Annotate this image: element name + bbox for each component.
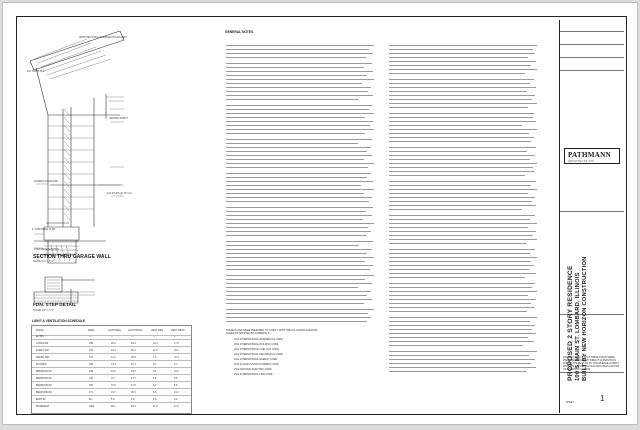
table-row — [32, 347, 191, 354]
section-callout-plate: 2x6 TOP PLATE — [27, 70, 45, 73]
sheet-label: SHEET — [566, 401, 574, 404]
code-item: 2012 INTERNATIONAL BUILDING CODE — [234, 343, 279, 346]
firm-name: PATHMANN — [568, 151, 611, 159]
table-cell: BEDROOM #3 — [36, 384, 52, 387]
light-vent-schedule-title: LIGHT & VENTILATION SCHEDULE — [32, 319, 86, 323]
table-cell: 2.5 — [153, 398, 157, 401]
table-cell: BEDROOM #4 — [36, 391, 52, 394]
table-row — [32, 333, 191, 340]
table-cell: 156 — [89, 384, 93, 387]
table-cell: 1064 — [89, 405, 95, 408]
table-cell: 47.3 — [174, 405, 179, 408]
table-cell: 8.7 — [174, 363, 178, 366]
section-callout-wall: 2x4 STUDS @ 16" O.C. — [107, 192, 133, 195]
table-cell: 176 — [89, 356, 93, 359]
table-cell: — — [153, 335, 156, 338]
table-cell: 20.5 — [131, 391, 136, 394]
project-title-vertical — [567, 256, 588, 381]
table-cell: 14.1 — [111, 356, 116, 359]
table-cell: 13.7 — [111, 391, 116, 394]
table-header-cell: VENT PROV — [171, 329, 185, 332]
table-cell: 146 — [89, 377, 93, 380]
table-cell: 5.8 — [153, 377, 157, 380]
table-cell: 94.5 — [131, 405, 136, 408]
title-block-revision-cell — [560, 32, 624, 45]
code-item: 2012 INTERNATIONAL RESIDENTIAL CODE — [234, 338, 283, 341]
table-header-cell: ROOM — [36, 329, 44, 332]
table-cell: 17.4 — [131, 363, 136, 366]
code-item: 2012 INTERNATIONAL MECHANICAL CODE — [234, 353, 283, 356]
firm-logo — [564, 148, 620, 164]
table-row — [32, 396, 191, 403]
title-block-top-cell — [560, 20, 624, 32]
sheet-number: 1 — [600, 394, 605, 403]
table-cell: 3.0 — [174, 398, 178, 401]
table-cell: 12.5 — [111, 384, 116, 387]
table-cell: 6.2 — [153, 384, 157, 387]
section-callout-roof: ARCHITECTURAL SHINGLES ON #15 FELT — [79, 36, 127, 39]
table-cell: 17.5 — [131, 384, 136, 387]
title-block-revision-cell — [560, 58, 624, 71]
table-cell: 238 — [89, 370, 93, 373]
table-cell: 17.5 — [174, 342, 179, 345]
table-row — [32, 382, 191, 389]
table-cell: BATH #1 — [36, 398, 46, 401]
table-cell: 10.3 — [174, 391, 179, 394]
title-block-info-cell — [560, 174, 624, 212]
table-row — [32, 354, 191, 361]
table-cell: 11.7 — [111, 377, 116, 380]
table-cell: 85.1 — [111, 405, 116, 408]
table-cell: — — [111, 335, 114, 338]
code-title: THESE PLANS WERE PREPARED TO COMPLY WITH THE FOLLOWING BUILDING CODES AS ADOPTED BY LOMBARD, IL: — [226, 329, 318, 336]
table-cell: 15.2 — [174, 349, 179, 352]
table-cell: 7.0 — [153, 356, 157, 359]
table-cell: 12.0 — [174, 370, 179, 373]
table-cell: 9.5 — [153, 370, 157, 373]
table-cell: BASEMENT — [36, 405, 50, 408]
table-cell: 22.3 — [111, 349, 116, 352]
table-cell: 17.5 — [131, 377, 136, 380]
table-row — [32, 368, 191, 375]
firm-subtitle: ARCHITECTS INC. — [568, 159, 595, 163]
footing-title: FDN. STEP DETAIL — [33, 303, 77, 308]
table-row — [32, 389, 191, 396]
table-row — [32, 375, 191, 382]
table-cell: 168 — [89, 363, 93, 366]
section-title: SECTION THRU GARAGE WALL — [33, 254, 111, 260]
light-vent-schedule-table — [31, 325, 192, 414]
table-cell: ENTRY — [36, 335, 45, 338]
table-header-cell: LIGHT REQ — [108, 329, 121, 332]
table-cell: 6.8 — [153, 391, 157, 394]
table-cell: 10.3 — [153, 342, 158, 345]
table-cell: 42.6 — [153, 405, 158, 408]
table-row — [32, 403, 191, 410]
code-item: 2011 NATIONAL ELECTRIC CODE — [234, 368, 272, 371]
drawing-sheet — [2, 2, 638, 425]
table-cell: 20.5 — [131, 356, 136, 359]
table-cell: BEDROOM #2 — [36, 377, 52, 380]
table-cell: 258 — [89, 342, 93, 345]
general-notes-column-2 — [389, 45, 539, 385]
table-cell: 24.0 — [131, 370, 136, 373]
code-item: 2012 INTERNATIONAL FUEL GAS CODE — [234, 348, 279, 351]
table-cell: — — [174, 335, 177, 338]
code-item: 2012 INTERNATIONAL FIRE CODE — [234, 373, 273, 376]
title-block-revision-cell — [560, 45, 624, 58]
certification-note: I/WE DO CERTIFY THAT THESE PLANS WERE PREPARED UNDER MY DIRECT SUPERVISION AND TO THE BEST OF MY KNOWLEDGE COMPLY WITH THE APPLICABLE BUILDING REGULATIONS OF LOMBARD, ILLINOIS. — [563, 356, 620, 372]
builder-name: BUILT BY NEW HORIZON CONSTRUCTION — [582, 256, 588, 381]
section-callout-soffit: VENTED SOFFIT — [109, 117, 128, 120]
section-scale: SCALE: 1/2" = 1'-0" — [33, 260, 54, 263]
table-cell: 34.9 — [131, 342, 136, 345]
table-cell: 19.0 — [111, 370, 116, 373]
table-header-cell: AREA — [88, 329, 95, 332]
table-cell: 8.8 — [174, 384, 178, 387]
table-cell: 5.0 — [111, 398, 115, 401]
table-cell: 279 — [89, 349, 93, 352]
table-cell: LIVING RM — [36, 342, 49, 345]
table-cell: KITCHEN — [36, 363, 47, 366]
table-cell: 6.0 — [131, 398, 135, 401]
section-callout-footing: CONCRETE FOOTING — [34, 248, 59, 251]
section-callout-floor: LOWER FLOOR LINE — [34, 180, 58, 183]
table-cell: FAMILY RM — [36, 349, 49, 352]
table-cell: 13.4 — [111, 363, 116, 366]
table-cell: DINING RM — [36, 356, 49, 359]
project-address: 100 S. MAIN ST. LOMBARD, ILLINOIS — [575, 272, 581, 381]
general-notes-title: GENERAL NOTES — [225, 30, 254, 34]
table-cell: — — [131, 335, 134, 338]
table-cell: 6.7 — [153, 363, 157, 366]
section-callout-slab: 4" CONCRETE SLAB — [32, 228, 56, 231]
table-cell: 62 — [89, 398, 92, 401]
table-header-cell: LIGHT PROV — [128, 329, 143, 332]
table-row — [32, 340, 191, 347]
table-cell: BEDROOM #1 — [36, 370, 52, 373]
code-item: 2014 ILLINOIS STATE PLUMBING CODE — [234, 363, 279, 366]
table-cell: — — [89, 335, 92, 338]
table-cell: 10.3 — [174, 356, 179, 359]
footing-scale: SCALE: 1/2" = 1'-0" — [33, 309, 54, 312]
table-cell: 8.8 — [174, 377, 178, 380]
table-cell: 11.2 — [153, 349, 158, 352]
table-row — [32, 361, 191, 368]
table-cell: 30.4 — [131, 349, 136, 352]
project-title: PROPOSED 2 STORY RESIDENCE — [567, 265, 574, 381]
table-cell: 20.6 — [111, 342, 116, 345]
table-header-cell: VENT REQ — [151, 329, 164, 332]
table-cell: 171 — [89, 391, 93, 394]
code-item: 2012 INTERNATIONAL ENERGY CODE — [234, 358, 278, 361]
